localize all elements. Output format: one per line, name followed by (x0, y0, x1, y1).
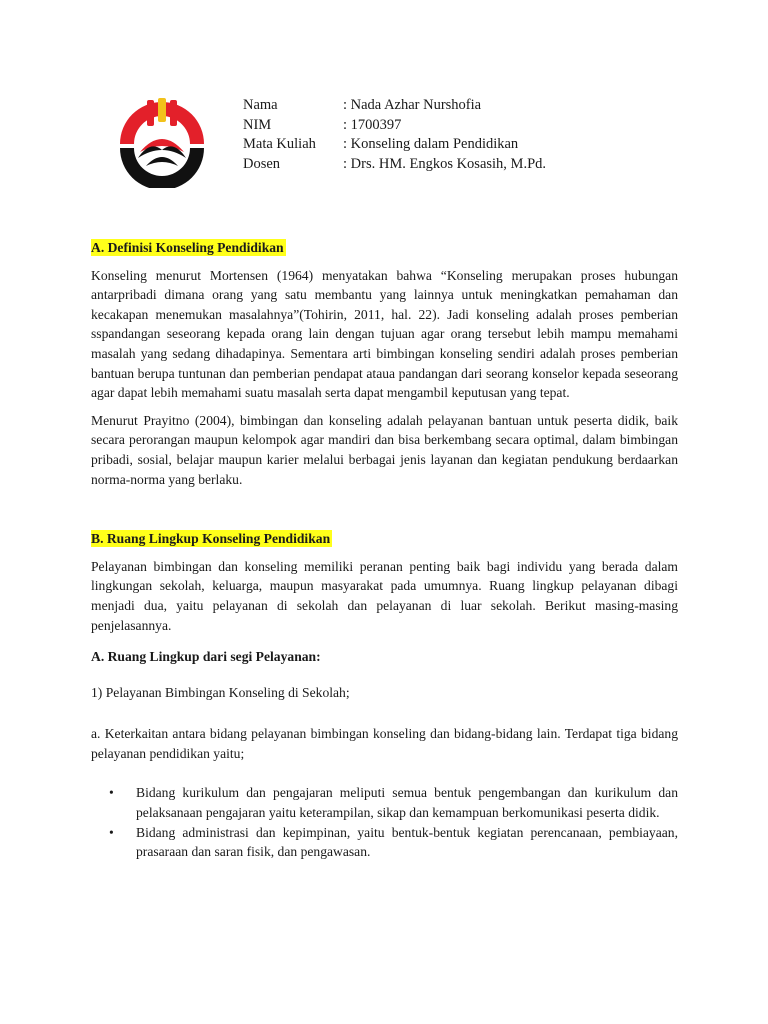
field-label: Mata Kuliah (243, 136, 316, 152)
upi-university-logo-icon (116, 92, 208, 188)
identity-row-mata-kuliah (243, 135, 546, 155)
heading-highlight: A. Definisi Konseling Pendidikan (91, 240, 284, 255)
field-value: : 1700397 (343, 116, 402, 133)
bullet-list (91, 783, 678, 861)
section-a-heading (91, 238, 678, 258)
list-item-text: Bidang kurikulum dan pengajaran meliputi semua bentuk pengembangan dan kurikulum dan pelaksanaan pengajaran yaitu keterampilan, sikap dan kemampuan berkomunikasi peserta didik. (136, 785, 678, 821)
bullet-icon: • (109, 824, 114, 840)
list-item-text: Bidang administrasi dan kepimpinan, yaitu bentuk-bentuk kegiatan perencanaan, pembiayaan, prasaraan dan saran fisik, dan pengawasan. (136, 824, 678, 860)
field-label: Nama (243, 97, 278, 113)
section-a-paragraph-2: Menurut Prayitno (2004), bimbingan dan konseling adalah pelayanan bantuan untuk peserta didik, baik secara perorangan maupun kelompok agar mandiri dan bisa berkembang secara optimal, dalam bimbingan pribadi, sosial, belajar maupun karier melalui berbagai jenis layanan dan kegiatan pendukung berdaarkan norma-norma yang berlaku. (91, 412, 678, 487)
heading-highlight: B. Ruang Lingkup Konseling Pendidikan (91, 531, 331, 547)
field-label: Dosen (243, 155, 281, 172)
section-b-subheading: A. Ruang Lingkup dari segi Pelayanan: (91, 649, 321, 665)
service-item-1: 1) Pelayanan Bimbingan Konseling di Sekolah; (91, 684, 350, 700)
field-label: NIM (243, 116, 272, 133)
identity-row-nama (243, 96, 546, 116)
service-item-a: a. Keterkaitan antara bidang pelayanan bimbingan konseling dan bidang-bidang lain. Terdapat tiga bidang pelayanan pendidikan yaitu; (91, 726, 678, 761)
field-value: : Drs. HM. Engkos Kosasih, M.Pd. (343, 155, 547, 172)
identity-table (243, 96, 546, 174)
identity-row-dosen (243, 155, 546, 175)
field-value: : Nada Azhar Nurshofia (343, 97, 482, 113)
field-value: : Konseling dalam Pendidikan (343, 136, 519, 152)
section-b-heading (91, 529, 678, 549)
bullet-icon: • (109, 785, 114, 801)
section-b-intro: Pelayanan bimbingan dan konseling memiliki peranan penting baik bagi individu yang berada dalam lingkungan sekolah, keluarga, maupun masyarakat pada umumnya. Ruang lingkup pelayanan dibagi menjadi dua, yaitu pelayanan di sekolah dan pelayanan di luar sekolah. Berikut masing-masing penjelasannya. (91, 558, 678, 633)
section-a-paragraph-1: Konseling menurut Mortensen (1964) menyatakan bahwa “Konseling merupakan proses hubungan antarpribadi dimana orang yang satu membantu yang lainnya untuk meningkatkan pemahaman dan kecakapan menemukan masalahnya”(Tohirin, 2011, hal. 22). Jadi konseling adalah proses pemberian sspandangan seseorang kepada orang lain dengan tujuan agar orang tersebut lebih mampu memahami masalah yang sedang dihadapinya. Sementara arti bimbingan konseling sendiri adalah proses pemberian bantuan berupa tuntunan dan pemberian pendapat ataua pandangan dari seorang konselor kepada seseorang agar dapat lebih memahami suatu masalah serta dapat mengambil keputusan yang tepat. (91, 267, 678, 401)
list-item (109, 823, 678, 862)
list-item (109, 783, 678, 822)
document-body (91, 238, 678, 862)
identity-row-nim (243, 116, 546, 136)
